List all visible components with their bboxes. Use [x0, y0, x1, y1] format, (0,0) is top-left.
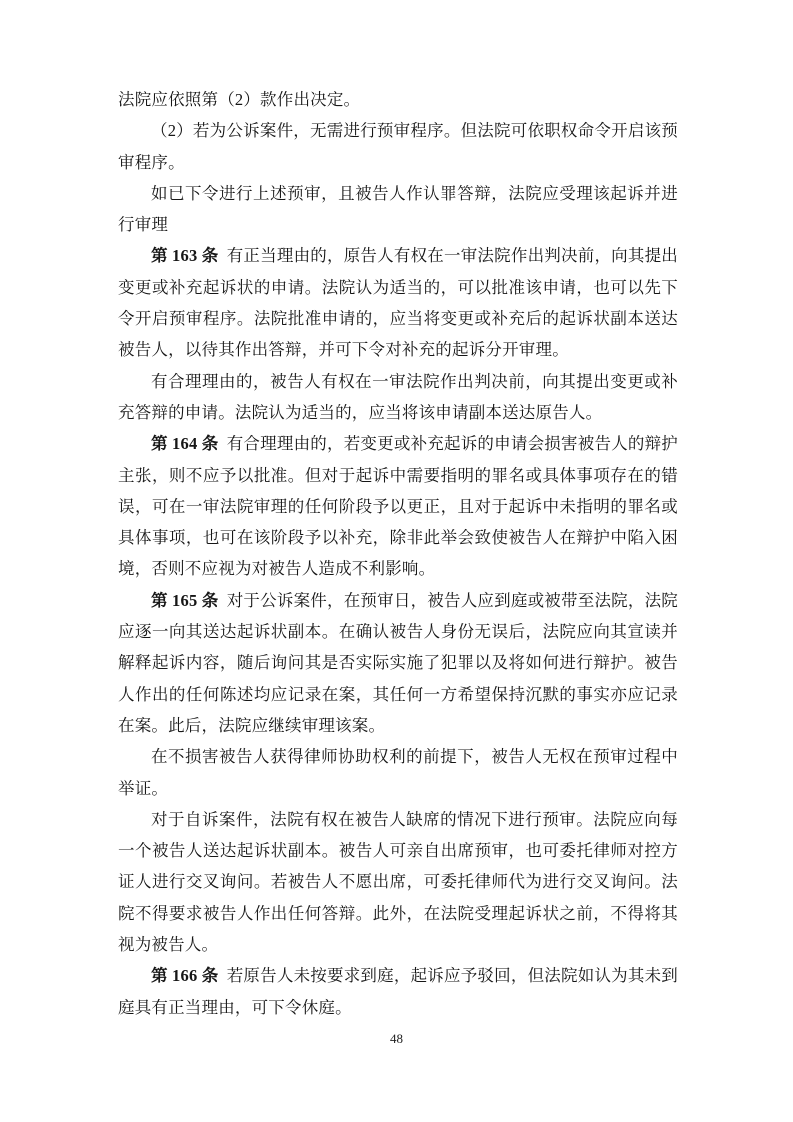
paragraph [118, 115, 678, 178]
paragraph [118, 84, 678, 115]
page-number: 48 [390, 1031, 403, 1046]
paragraph-text: 在不损害被告人获得律师协助权利的前提下，被告人无权在预审过程中举证。 [118, 747, 678, 798]
paragraph-text: 对于公诉案件，在预审日，被告人应到庭或被带至法院，法院应逐一向其送达起诉状副本。在确认被告人身份无误后，法院应向其宣读并解释起诉内容，随后询问其是否实际实施了犯罪以及将如何进行辩护。被告人作出的任何陈述均应记录在案，其任何一方希望保持沉默的事实亦应记录在案。此后，法院应继续审理该案。 [118, 590, 678, 735]
paragraph [118, 585, 678, 741]
article-number: 第 166 条 [151, 966, 219, 986]
paragraph [118, 960, 678, 1023]
document-body [118, 84, 678, 1023]
paragraph [118, 741, 678, 804]
paragraph-text: 法院应依照第（2）款作出决定。 [118, 90, 361, 109]
article-number: 第 164 条 [151, 434, 219, 454]
paragraph-text: 如已下令进行上述预审，且被告人作认罪答辩，法院应受理该起诉并进行审理 [118, 183, 678, 235]
paragraph-text: 对于自诉案件，法院有权在被告人缺席的情况下进行预审。法院应向每一个被告人送达起诉状副本。被告人可亲自出席预审，也可委托律师对控方证人进行交叉询问。若被告人不愿出席，可委托律师代为进行交叉询问。法院不得要求被告人作出任何答辩。此外，在法院受理起诉状之前，不得将其视为被告人。 [118, 809, 678, 955]
paragraph-text: 有合理理由的，若变更或补充起诉的申请会损害被告人的辩护主张，则不应予以批准。但对于起诉中需要指明的罪名或具体事项存在的错误，可在一审法院审理的任何阶段予以更正，且对于起诉中未指明的罪名或具体事项，也可在该阶段予以补充，除非此举会致使被告人在辩护中陷入困境，否则不应视为对被告人造成不利影响。 [118, 434, 678, 579]
paragraph [118, 804, 678, 960]
paragraph-text: 有合理理由的，被告人有权在一审法院作出判决前，向其提出变更或补充答辩的申请。法院认为适当的，应当将该申请副本送达原告人。 [118, 371, 678, 422]
paragraph [118, 178, 678, 241]
paragraph [118, 428, 678, 584]
article-number: 第 163 条 [151, 246, 219, 266]
paragraph-text: （2）若为公诉案件，无需进行预审程序。但法院可依职权命令开启该预审程序。 [118, 121, 678, 172]
paragraph [118, 240, 678, 365]
article-number: 第 165 条 [151, 590, 219, 610]
paragraph-text: 有正当理由的，原告人有权在一审法院作出判决前，向其提出变更或补充起诉状的申请。法院认为适当的，可以批准该申请，也可以先下令开启预审程序。法院批准申请的，应当将变更或补充后的起诉状副本送达被告人，以待其作出答辩，并可下令对补充的起诉分开审理。 [118, 246, 678, 360]
paragraph [118, 366, 678, 429]
paragraph-text: 若原告人未按要求到庭，起诉应予驳回，但法院如认为其未到庭具有正当理由，可下令休庭。 [118, 966, 678, 1017]
